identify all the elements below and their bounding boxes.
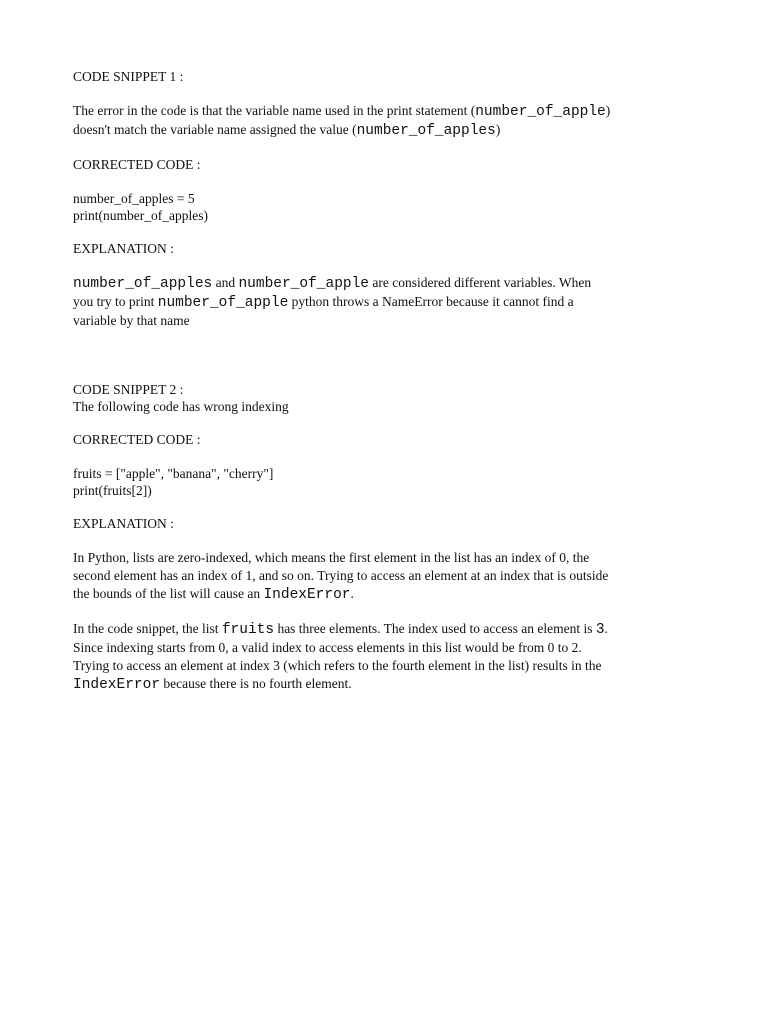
inline-code: number_of_apples (73, 276, 213, 292)
snippet2-explanation-p1: In Python, lists are zero-indexed, which means the first element in the list has an index of 0, the second element has an index of 1, and so on. Trying to access an element at an index that is outside the bounds of the list will cause an IndexError. (73, 550, 609, 603)
snippet2-heading: CODE SNIPPET 2 : (73, 382, 184, 397)
inline-code: number_of_apple (475, 104, 606, 120)
inline-code: IndexError (73, 677, 161, 693)
inline-code: number_of_apples (356, 123, 496, 139)
document-page (73, 68, 703, 710)
snippet1-explanation: number_of_apples and number_of_apple are considered different variables. When you try to print number_of_apple python throws a NameError because it cannot find a variable by that name (73, 275, 592, 328)
inline-code: 3 (595, 622, 605, 638)
snippet2-corrected-heading: CORRECTED CODE : (73, 432, 201, 447)
inline-code: IndexError (263, 587, 351, 603)
snippet2-intro: The following code has wrong indexing (73, 399, 289, 414)
snippet2-code-block (73, 465, 703, 499)
snippet1-heading: CODE SNIPPET 1 : (73, 69, 184, 84)
code-line: print(number_of_apples) (73, 208, 208, 223)
snippet2-explanation-heading: EXPLANATION : (73, 516, 174, 531)
inline-code: fruits (221, 622, 275, 638)
code-line: print(fruits[2]) (73, 483, 152, 498)
snippet1-corrected-heading: CORRECTED CODE : (73, 157, 201, 172)
snippet1-intro: The error in the code is that the variable name used in the print statement (number_of_apple) doesn't match the variable name assigned the value (number_of_apples) (73, 103, 611, 139)
code-line: number_of_apples = 5 (73, 191, 195, 206)
inline-code: number_of_apple (157, 295, 289, 311)
snippet2-header (73, 381, 703, 415)
snippet1-explanation-heading: EXPLANATION : (73, 241, 174, 256)
snippet2-explanation-p2: In the code snippet, the list fruits has three elements. The index used to access an element is 3. Since indexing starts from 0, a valid index to access elements in this list would be from 0 to 2. Trying to access an element at index 3 (which refers to the fourth element in the list) results in the IndexError because there is no fourth element. (73, 621, 608, 693)
snippet1-code-block (73, 190, 703, 224)
code-line: fruits = ["apple", "banana", "cherry"] (73, 466, 274, 481)
inline-code: number_of_apple (238, 276, 370, 292)
